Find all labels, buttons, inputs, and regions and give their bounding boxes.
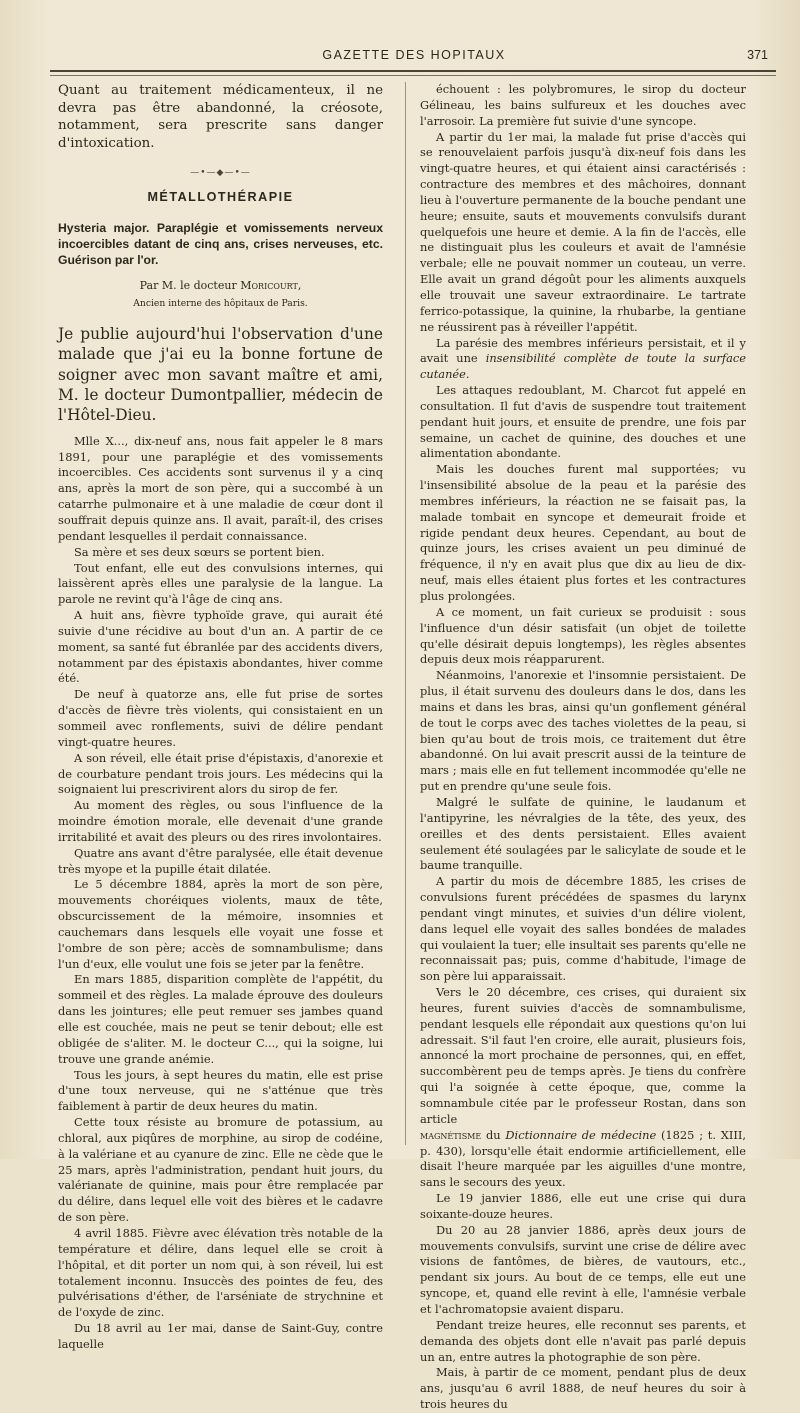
section-title: MÉTALLOTHÉRAPIE xyxy=(147,190,294,205)
paragraph: Les attaques redoublant, M. Charcot fut appelé en consultation. Il fut d'avis de suspendre tout traitement pendant huit jours, et ensuite de prendre, une fois par semaine, un cachet de quinine, des douches et une alimentation abondante. xyxy=(420,383,746,461)
paragraph: A partir du mois de décembre 1885, les crises de convulsions furent précédées de spasmes du larynx pendant vingt minutes, et suivies d'un délire violent, dans lequel elle voyait des salles bondées de malades qui voulaient la tuer; elle insultait ses parents qu'elle ne reconnaissait pas; puis, comme d'habitude, l'image de son père lui apparaissait. xyxy=(420,874,746,984)
paragraph: De neuf à quatorze ans, elle fut prise de sortes d'accès de fièvre très violents, qui consistaient en un sommeil avec ronflements, suivi de délire pendant vingt-quatre heures. xyxy=(58,687,383,749)
paresis-paragraph xyxy=(420,336,746,384)
paragraph: Vers le 20 décembre, ces crises, qui duraient six heures, furent suivies d'accès de somnambulisme, pendant lesquels elle répondait aux questions qu'on lui adressait. S'il faut l'en croire, elle aurait, plusieurs fois, annoncé la mort prochaine de personnes, qui, en effet, succombèrent peu de temps après. Je tiens du confrère qui l'a soignée à cette époque, que, comme la somnambule citée par le professeur Rostan, dans son article xyxy=(420,985,746,1126)
intro-paragraph: Quant au traitement médicamenteux, il ne devra pas être abandonné, la créosote, notamment, sera prescrite sans danger d'intoxication. xyxy=(58,83,383,151)
paragraph: Le 5 décembre 1884, après la mort de son père, mouvements choréiques violents, maux de tête, obscurcissement de la mémoire, insomnies et cauchemars dans lesquels elle voyait une fosse et l'ombre de son père; accès de somnambulisme; dans l'un d'eux, elle voulut une fois se jeter par la fenêtre. xyxy=(58,877,383,971)
right-column xyxy=(420,82,746,1413)
left-body xyxy=(58,434,383,1353)
rostan-smallcaps: magnétisme xyxy=(420,1127,482,1142)
author-name: Moricourt, xyxy=(240,279,302,293)
paragraph: Du 18 avril au 1er mai, danse de Saint-Guy, contre laquelle xyxy=(58,1321,383,1351)
paragraph: Tous les jours, à sept heures du matin, elle est prise d'une toux nerveuse, qui ne s'atténue que très faiblement à partir de deux heures du matin. xyxy=(58,1067,383,1114)
separator-ornament: —•—◆—•— xyxy=(190,168,251,179)
paragraph: Malgré le sulfate de quinine, le laudanum et l'antipyrine, les névralgies de la tête, des yeux, des oreilles et des dents persistaient. Elles avaient seulement été soulagées par le salicylate de soude et le baume tranquille. xyxy=(420,794,746,873)
article-title: Hysteria major. Paraplégie et vomissements nerveux incoercibles datant de cinq ans, crises nerveuses, etc. Guérison par l'or. xyxy=(58,221,383,268)
paragraph: A partir du 1er mai, la malade fut prise d'accès qui se renouvelaient parfois jusqu'à dix-neuf fois dans les vingt-quatre heures, et qui étaient ainsi caractérisés : contracture des membres et des mâchoires, donnant lieu à l'ouverture permanente de la bouche pendant une heure; ensuite, sauts et mouvements convulsifs durant quelquefois une heure et demie. A la fin de l'accès, elle ne distinguait plus les couleurs et avait de l'amnésie verbale; elle ne pouvait nommer un couteau, un verre. Elle avait un grand dégoût pour les aliments auxquels elle trouvait une saveur extraordinaire. Le tartrate ferrico-potassique, la quinine, la rhubarbe, la gentiane ne réussirent pas à réveiller l'appétit. xyxy=(420,129,746,334)
header-rule-thin xyxy=(50,75,776,76)
running-title: GAZETTE DES HOPITAUX xyxy=(322,48,506,62)
page-number: 371 xyxy=(747,48,768,62)
paragraph: A huit ans, fièvre typhoïde grave, qui aurait été suivie d'une récidive au bout d'un an. A partir de ce moment, sa santé fut ébranlée par des accidents divers, notamment par des épistaxis abondantes, hiver comme été. xyxy=(58,608,383,686)
paragraph: Du 20 au 28 janvier 1886, après deux jours de mouvements convulsifs, survint une crise de délire avec visions de fantômes, de bières, de vautours, etc., pendant six jours. Au bout de ce temps, elle eut une syncope, et, quand elle revint à elle, l'amnésie verbale et l'achromatopsie avaient disparu. xyxy=(420,1222,746,1316)
rostan-citation: (1825 ; t. XIII, p. 430), lorsqu'elle était endormie artificiellement, elle disait l'heure marquée par les aiguilles d'une montre, sans le secours des yeux. xyxy=(420,1127,747,1190)
right-body-start xyxy=(420,82,746,336)
rostan-mid: du xyxy=(486,1127,501,1142)
paragraph: En mars 1885, disparition complète de l'appétit, du sommeil et des règles. La malade éprouve des douleurs dans les jointures; elle peut remuer ses jambes quand elle est couchée, mais ne peut se tenir debout; elle est obligée de s'aliter. M. le docteur C..., qui la soigne, lui trouve une grande anémie. xyxy=(58,972,383,1066)
paragraph: Le 19 janvier 1886, elle eut une crise qui dura soixante-douze heures. xyxy=(420,1191,746,1221)
column-divider xyxy=(405,82,406,1145)
paragraph: Tout enfant, elle eut des convulsions internes, qui laissèrent après elles une paralysie de la langue. La parole ne revint qu'à l'âge de cinq ans. xyxy=(58,560,383,607)
rostan-reference-paragraph xyxy=(420,1128,746,1191)
paragraph: Sa mère et ses deux sœurs se portent bien. xyxy=(74,544,325,559)
header-rule xyxy=(50,70,776,72)
paresis-italic: insensibilité complète de toute la surface cutanée. xyxy=(420,351,747,382)
paragraph: Mais les douches furent mal supportées; vu l'insensibilité absolue de la peau et la parésie des membres inférieurs, la réaction ne se faisait pas, la malade tombait en syncope et demeurait froide et rigide pendant deux heures. Cependant, au bout de quinze jours, les crises avaient un peu diminué de fréquence, il n'y en avait plus que dix au lieu de dix-neuf, mais elles étaient plus fortes et les contractures plus prolongées. xyxy=(420,462,746,603)
paragraph: Cette toux résiste au bromure de potassium, au chloral, aux piqûres de morphine, au sirop de codéine, à la valériane et au cyanure de zinc. Elle ne cède que le 25 mars, après l'administration, pendant huit jours, du valérianate de quinine, mais pour être remplacée par du délire, dans lequel elle voit des bières et le cadavre de son père. xyxy=(58,1115,383,1225)
paresis-text: La parésie des membres inférieurs persistait, et il y avait une xyxy=(420,335,746,366)
paragraph: Mlle X..., dix-neuf ans, nous fait appeler le 8 mars 1891, pour une paraplégie et des vomissements incoercibles. Ces accidents sont survenus il y a cinq ans, après la mort de son père, qui a succombé à un catarrhe pulmonaire et à une maladie de cœur dont il souffrait depuis quinze ans. Il avait, paraît-il, des crises pendant lesquelles il perdait connaissance. xyxy=(58,433,383,543)
paragraph: Mais, à partir de ce moment, pendant plus de deux ans, jusqu'au 6 avril 1888, de neuf heures du soir à trois heures du xyxy=(420,1365,746,1412)
paragraph: Pendant treize heures, elle reconnut ses parents, et demanda des objets dont elle n'avait pas parlé depuis un an, entre autres la photographie de son père. xyxy=(420,1317,746,1364)
right-body-middle xyxy=(420,383,746,1128)
paragraph: échouent : les polybromures, le sirop du docteur Gélineau, les bains sulfureux et les douches avec l'arrosoir. La première fut suivie d'une syncope. xyxy=(420,82,746,128)
paragraph: Au moment des règles, ou sous l'influence de la moindre émotion morale, elle devenait d'une grande irritabilité et avait des pleurs ou des rires involontaires. xyxy=(58,798,383,844)
paragraph: 4 avril 1885. Fièvre avec élévation très notable de la température et délire, dans lequel elle se croit à l'hôpital, et dit porter un nom qui, à son réveil, lui est totalement inconnu. Insuccès des pointes de feu, des pulvérisations d'éther, de l'arséniate de strychnine et de l'oxyde de zinc. xyxy=(58,1225,383,1320)
opening-paragraph: Je publie aujourd'hui l'observation d'une malade que j'ai eu la bonne fortune de soigner avec mon savant maître et ami, M. le docteur Dumontpallier, médecin de l'Hôtel-Dieu. xyxy=(58,324,383,425)
author-affiliation: Ancien interne des hôpitaux de Paris. xyxy=(133,297,308,309)
left-column xyxy=(58,82,383,1353)
paragraph: A ce moment, un fait curieux se produisit : sous l'influence d'un désir satisfait (un objet de toilette qu'elle désirait depuis longtemps), les règles absentes depuis deux mois réapparurent. xyxy=(420,604,746,667)
paragraph: Quatre ans avant d'être paralysée, elle était devenue très myope et la pupille était dilatée. xyxy=(58,845,383,876)
paragraph: Néanmoins, l'anorexie et l'insomnie persistaient. De plus, il était survenu des douleurs dans le dos, dans les mains et dans les bras, ainsi qu'un gonflement général de tout le corps avec des taches violettes de la peau, si bien qu'au bout de trois mois, ce traitement dut être abandonné. On lui avait prescrit aussi de la teinture de mars ; mais elle en fut tellement incommodée qu'elle ne put en prendre qu'une seule fois. xyxy=(420,668,746,794)
byline xyxy=(58,278,383,294)
rostan-dictionary-title: Dictionnaire de médecine xyxy=(505,1127,657,1142)
paragraph: A son réveil, elle était prise d'épistaxis, d'anorexie et de courbature pendant trois jours. Les médecins qui la soignaient lui prescrivirent alors du sirop de fer. xyxy=(58,750,383,797)
byline-prefix: Par M. le docteur xyxy=(139,279,237,293)
right-body-end xyxy=(420,1191,746,1413)
running-head xyxy=(58,46,770,64)
